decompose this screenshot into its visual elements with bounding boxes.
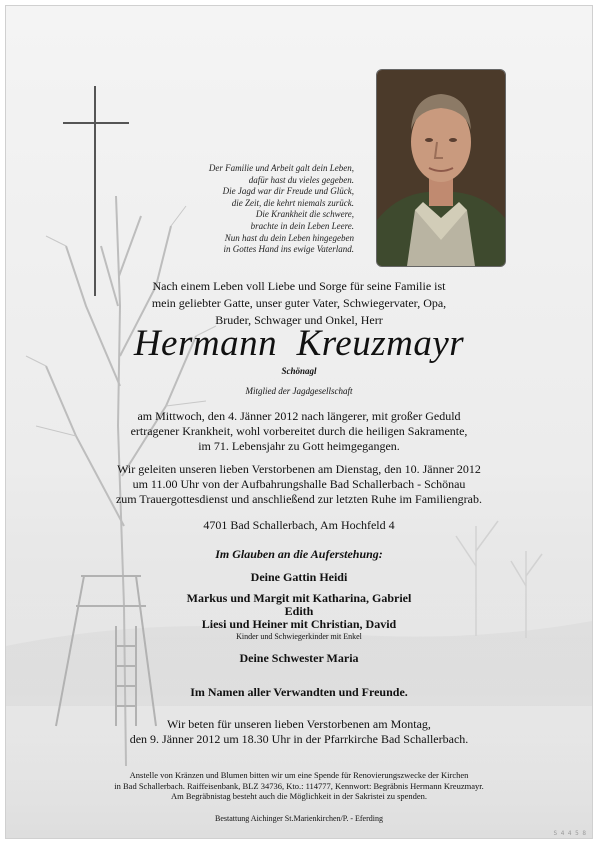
membership-note: Mitglied der Jagdgesellschaft — [245, 386, 353, 396]
family-line: Markus und Margit mit Katharina, Gabriel — [186, 591, 412, 605]
prayer-line: den 9. Jänner 2012 um 18.30 Uhr in der Pfarrkirche Bad Schallerbach. — [129, 732, 469, 746]
memorial-poem — [166, 163, 354, 256]
funeral-notice — [6, 462, 592, 507]
death-line: ertragener Krankheit, wohl vorbereitet durch die heiligen Sakramente, — [130, 424, 468, 438]
intro-line: mein geliebter Gatte, unser guter Vater, Schwiegervater, Opa, — [151, 296, 447, 310]
poem-line: die Zeit, die kehrt niemals zurück. — [231, 197, 354, 208]
intro-line: Nach einem Leben voll Liebe und Sorge für seine Familie ist — [152, 279, 446, 293]
death-line: am Mittwoch, den 4. Jänner 2012 nach längerer, mit großer Geduld — [137, 409, 461, 423]
mourner-sister: Deine Schwester Maria — [239, 651, 359, 665]
deceased-name: Hermann Kreuzmayr — [133, 323, 465, 364]
document-code: S 4 4 5 8 — [553, 830, 586, 837]
prayer-line: Wir beten für unseren lieben Verstorbenen am Montag, — [167, 717, 431, 731]
family-line: Liesi und Heiner mit Christian, David — [201, 617, 397, 631]
prayer-notice — [6, 717, 592, 747]
faith-line: Im Glauben an die Auferstehung: — [215, 547, 383, 561]
family-line: Edith — [284, 604, 314, 618]
poem-line: Nun hast du dein Leben hingegeben — [224, 232, 354, 243]
funeral-line: zum Trauergottesdienst und anschließend zur letzten Ruhe im Familiengrab. — [115, 492, 483, 506]
death-notice — [6, 409, 592, 454]
poem-line: Der Familie und Arbeit galt dein Leben, — [208, 163, 354, 173]
donation-line: Anstelle von Kränzen und Blumen bitten wir um eine Spende für Renovierungszwecke der Kirchen — [129, 770, 469, 780]
relatives-line: Im Namen aller Verwandten und Freunde. — [190, 685, 408, 699]
poem-line: brachte in dein Leben Leere. — [250, 220, 354, 231]
undertaker-credit: Bestattung Aichinger St.Marienkirchen/P. - Eferding — [215, 814, 383, 823]
donation-line: Am Begräbnistag besteht auch die Möglichkeit in der Sakristei zu spenden. — [170, 791, 428, 801]
deceased-nickname: Schönagl — [281, 366, 317, 376]
intro-line: Bruder, Schwager und Onkel, Herr — [215, 313, 383, 327]
cross-vertical-line — [94, 86, 96, 296]
donation-line: in Bad Schallerbach. Raiffeisenbank, BLZ 34736, Kto.: 114777, Kennwort: Begräbnis Hermann Kreuzmayr. — [114, 780, 484, 791]
children-note: Kinder und Schwiegerkinder mit Enkel — [236, 632, 362, 641]
donation-notice — [6, 770, 592, 802]
mourner-wife: Deine Gattin Heidi — [250, 570, 348, 584]
funeral-line: um 11.00 Uhr von der Aufbahrungshalle Bad Schallerbach - Schönau — [132, 477, 466, 491]
portrait-photo — [376, 69, 506, 267]
death-line: im 71. Lebensjahr zu Gott heimgegangen. — [198, 439, 400, 453]
poem-line: in Gottes Hand ins ewige Vaterland. — [223, 244, 354, 255]
poem-line: dafür hast du vieles gegeben. — [248, 174, 354, 185]
funeral-line: Wir geleiten unseren lieben Verstorbenen am Dienstag, den 10. Jänner 2012 — [117, 462, 481, 476]
home-address: 4701 Bad Schallerbach, Am Hochfeld 4 — [203, 518, 395, 532]
obituary-page — [5, 5, 593, 839]
mourner-children — [6, 592, 592, 631]
cross-horizontal-line — [63, 122, 129, 124]
intro-text — [6, 278, 592, 329]
poem-line: Die Jagd war dir Freude und Glück, — [222, 186, 354, 197]
poem-line: Die Krankheit die schwere, — [255, 209, 354, 220]
